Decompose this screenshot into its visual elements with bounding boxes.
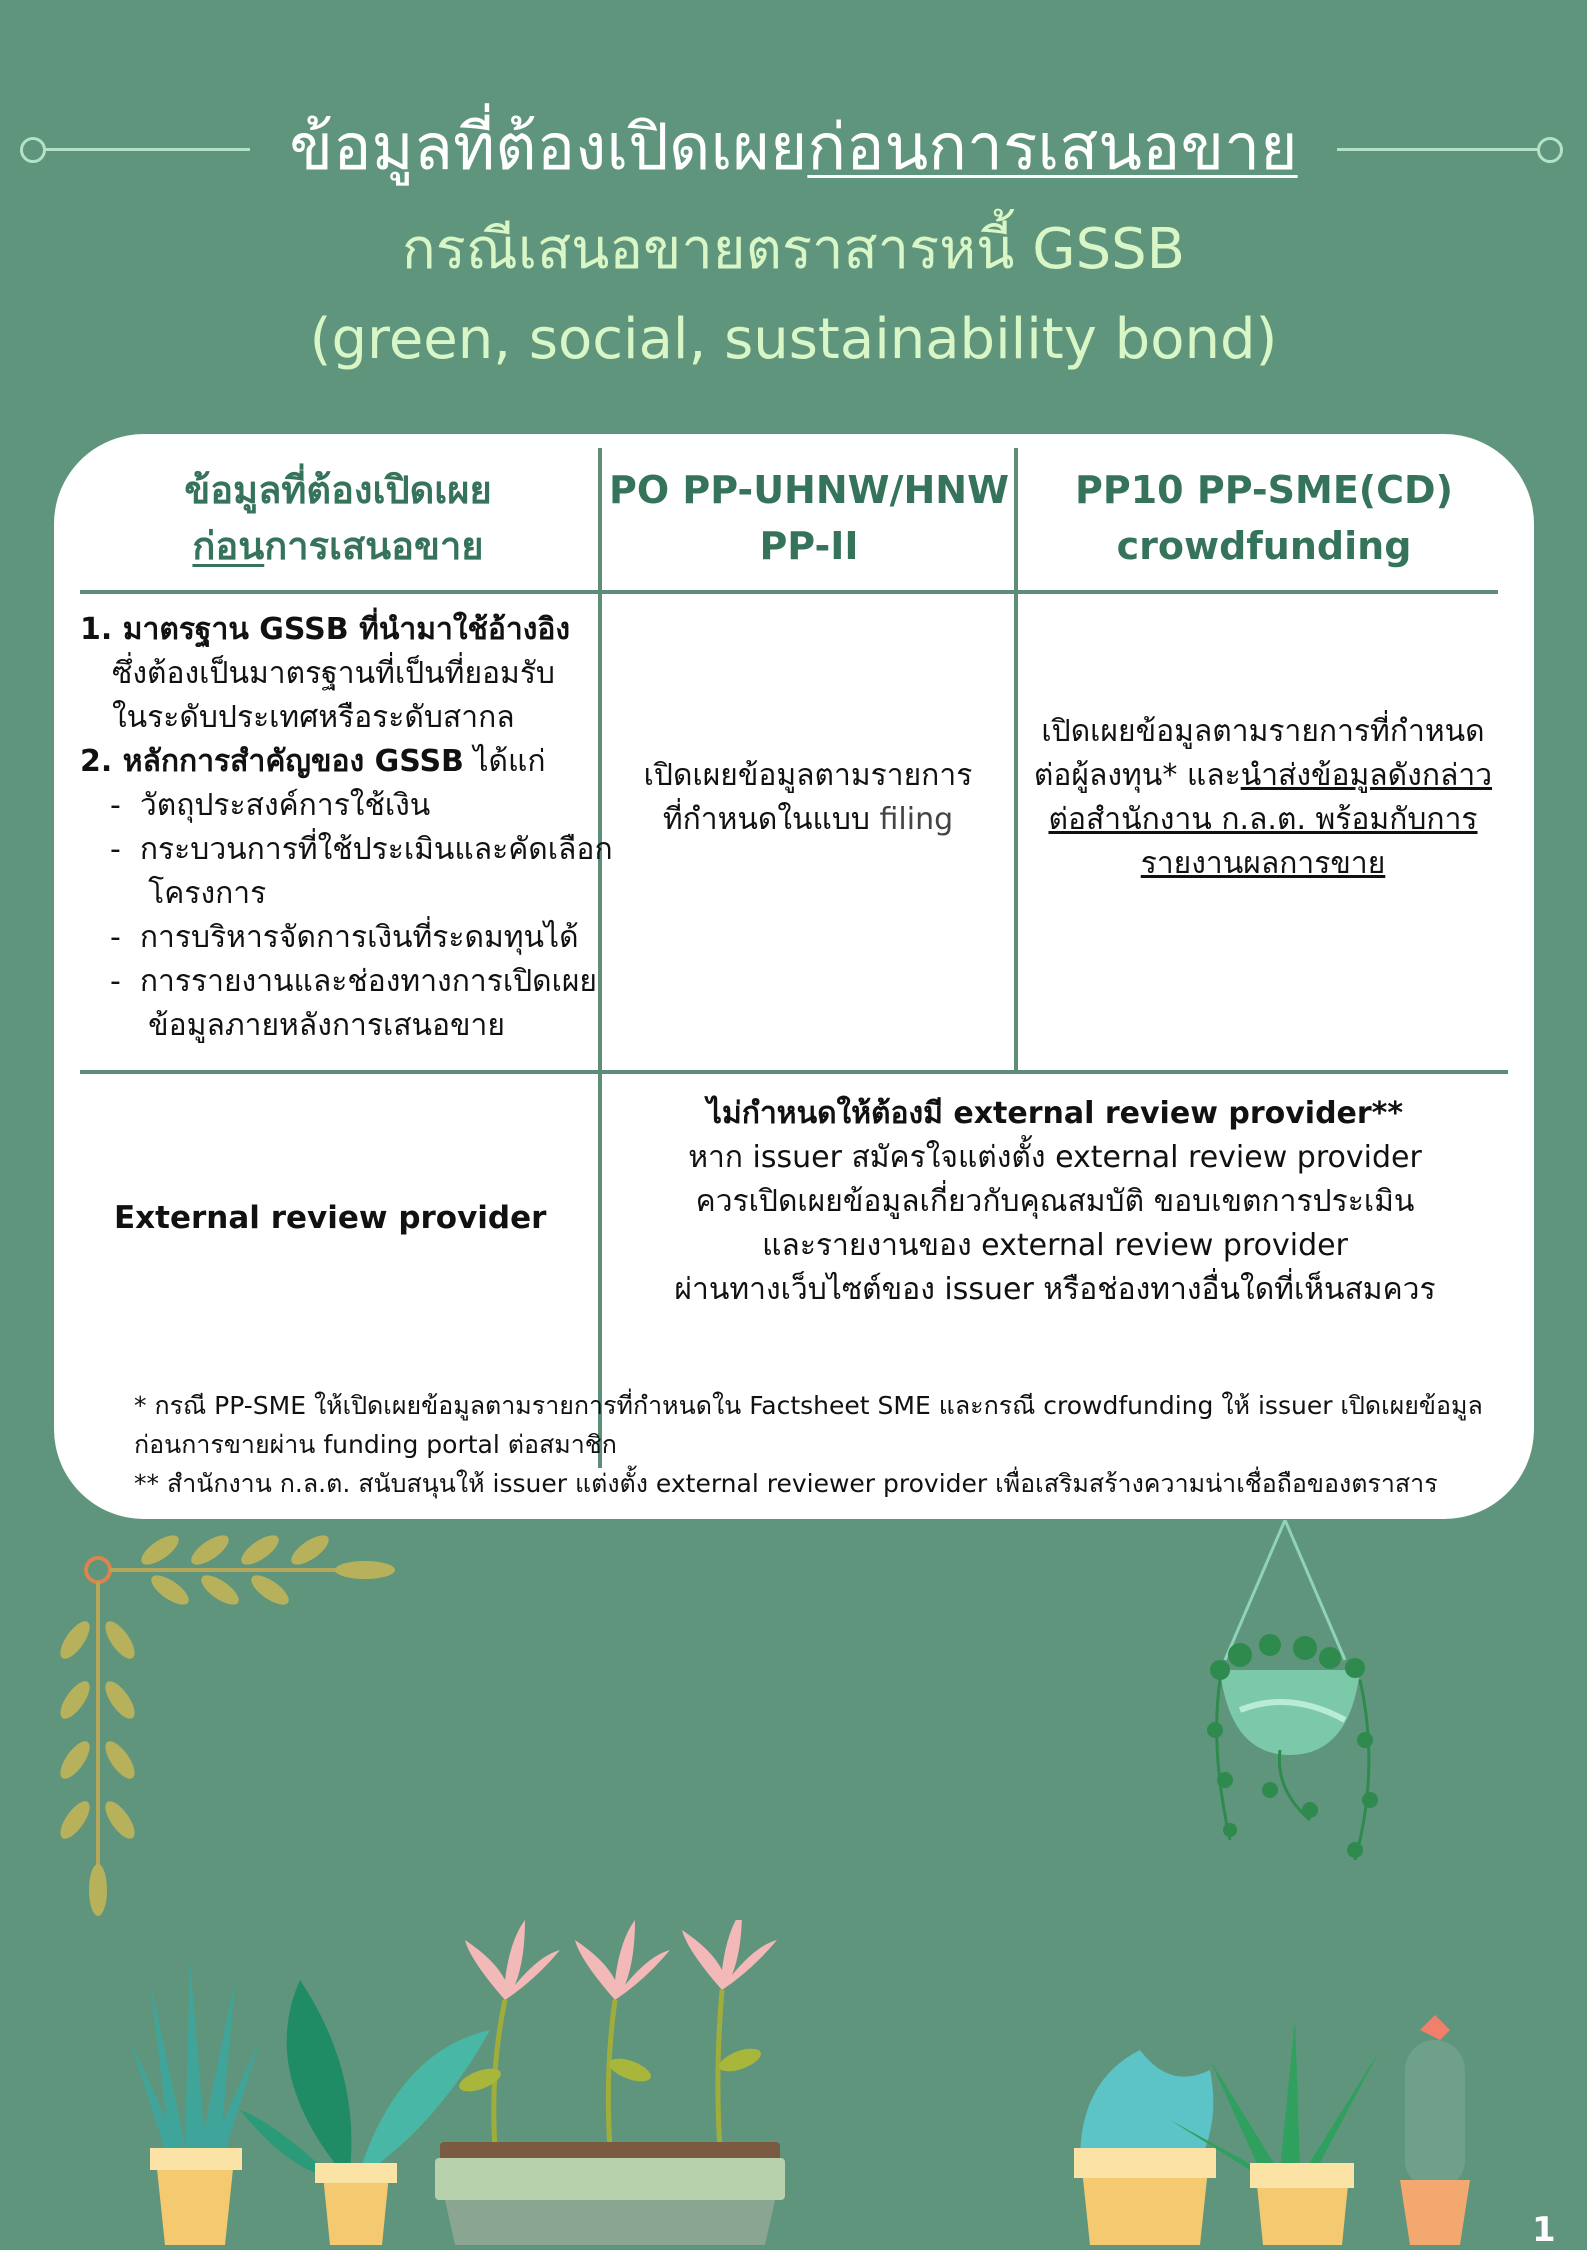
row1-col2 — [602, 754, 1014, 842]
col3-line1: เปิดเผยข้อมูลตามรายการที่กำหนด — [1041, 714, 1485, 749]
header-col1-underlined: ก่อน — [192, 524, 265, 568]
col3-line2 — [1018, 754, 1508, 798]
col2-line2 — [602, 798, 1014, 842]
title-right-line — [1337, 148, 1551, 151]
row2-label: External review provider — [114, 1200, 547, 1236]
header-col3-line2: crowdfunding — [1116, 524, 1412, 568]
row2-line2: หาก issuer สมัครใจแต่งตั้ง external review provider — [688, 1140, 1422, 1175]
col3-line2-u: นำส่งข้อมูลดังกล่าว — [1240, 758, 1493, 793]
hanging-plant-decoration — [1170, 1520, 1410, 1880]
item1-title: 1. มาตรฐาน GSSB ที่นำมาใช้อ้างอิง — [80, 612, 571, 647]
page-title — [250, 108, 1337, 188]
header-col3 — [1020, 462, 1508, 574]
title-part2: ก่อนการเสนอขาย — [807, 111, 1298, 185]
info-card — [54, 434, 1534, 1519]
bullet-item: ข้อมูลภายหลังการเสนอขาย — [110, 1008, 505, 1043]
horizontal-rule-2 — [80, 1070, 1508, 1074]
header-col2-line2: PP-II — [759, 524, 859, 568]
footnote-2: ก่อนการขายผ่าน funding portal ต่อสมาชิก — [134, 1430, 617, 1459]
col2-line1: เปิดเผยข้อมูลตามรายการ — [643, 758, 973, 793]
row1-col1 — [80, 608, 613, 1048]
header-col2 — [600, 462, 1018, 574]
row1-col3 — [1018, 710, 1508, 886]
item2-title — [80, 740, 613, 784]
vine-branch-decoration — [40, 1530, 460, 1930]
potted-plants-right-decoration — [1060, 2000, 1510, 2245]
potted-plants-left-decoration — [110, 1920, 810, 2245]
row2-content — [602, 1092, 1508, 1312]
bullet-item: โครงการ — [110, 876, 267, 911]
bullet-item: - การรายงานและช่องทางการเปิดเผย — [110, 964, 598, 999]
row2-line3: ควรเปิดเผยข้อมูลเกี่ยวกับคุณสมบัติ ขอบเขตการประเมิน — [695, 1184, 1415, 1219]
title-block — [0, 108, 1587, 188]
row2-line1: ไม่กำหนดให้ต้องมี external review provider** — [706, 1096, 1404, 1131]
footnote-3: ** สำนักงาน ก.ล.ต. สนับสนุนให้ issuer แต่งตั้ง external reviewer provider เพื่อเสริมสร้างความน่าเชื่อถือของตราสาร — [134, 1469, 1438, 1498]
header-col3-line1: PP10 PP-SME(CD) — [1075, 468, 1453, 512]
col2-line2-b: filing — [879, 802, 954, 837]
page-number: 1 — [1532, 2210, 1556, 2250]
row2-line4: และรายงานของ external review provider — [762, 1228, 1348, 1263]
item1-line2: ซึ่งต้องเป็นมาตรฐานที่เป็นที่ยอมรับ — [112, 656, 555, 691]
item2-title-bold: 2. หลักการสำคัญของ GSSB — [80, 744, 464, 779]
header-col1-rest: การเสนอขาย — [264, 524, 484, 568]
header-col1-line2 — [78, 518, 598, 574]
footnote-1: * กรณี PP-SME ให้เปิดเผยข้อมูลตามรายการที่กำหนดใน Factsheet SME และกรณี crowdfunding ให้ issuer เปิดเผยข้อมูล — [134, 1391, 1483, 1420]
item2-title-rest: ได้แก่ — [463, 744, 546, 779]
title-left-line — [36, 148, 250, 151]
title-left-dot — [20, 137, 46, 163]
subtitle-line2: (green, social, sustainability bond) — [309, 307, 1278, 372]
subtitle-line1: กรณีเสนอขายตราสารหนี้ GSSB — [401, 217, 1186, 282]
bullet-item: - วัตถุประสงค์การใช้เงิน — [110, 788, 431, 823]
title-right-dot — [1537, 137, 1563, 163]
title-part1: ข้อมูลที่ต้องเปิดเผย — [289, 111, 808, 185]
col3-line4: รายงานผลการขาย — [1140, 846, 1386, 881]
header-col1 — [78, 462, 598, 574]
bullet-item: - การบริหารจัดการเงินที่ระดมทุนได้ — [110, 920, 579, 955]
header-col1-line1: ข้อมูลที่ต้องเปิดเผย — [184, 468, 492, 512]
col3-line3: ต่อสำนักงาน ก.ล.ต. พร้อมกับการ — [1048, 802, 1478, 837]
horizontal-rule-1 — [80, 590, 1498, 594]
item1-line3: ในระดับประเทศหรือระดับสากล — [112, 700, 515, 735]
bullet-item: - กระบวนการที่ใช้ประเมินและคัดเลือก — [110, 832, 613, 867]
col3-line2-a: ต่อผู้ลงทุน* และ — [1033, 758, 1241, 793]
header-col2-line1: PO PP-UHNW/HNW — [609, 468, 1009, 512]
col2-line2-a: ที่กำหนดในแบบ — [662, 802, 880, 837]
row2-line5: ผ่านทางเว็บไซต์ของ issuer หรือช่องทางอื่นใดที่เห็นสมควร — [674, 1272, 1436, 1307]
